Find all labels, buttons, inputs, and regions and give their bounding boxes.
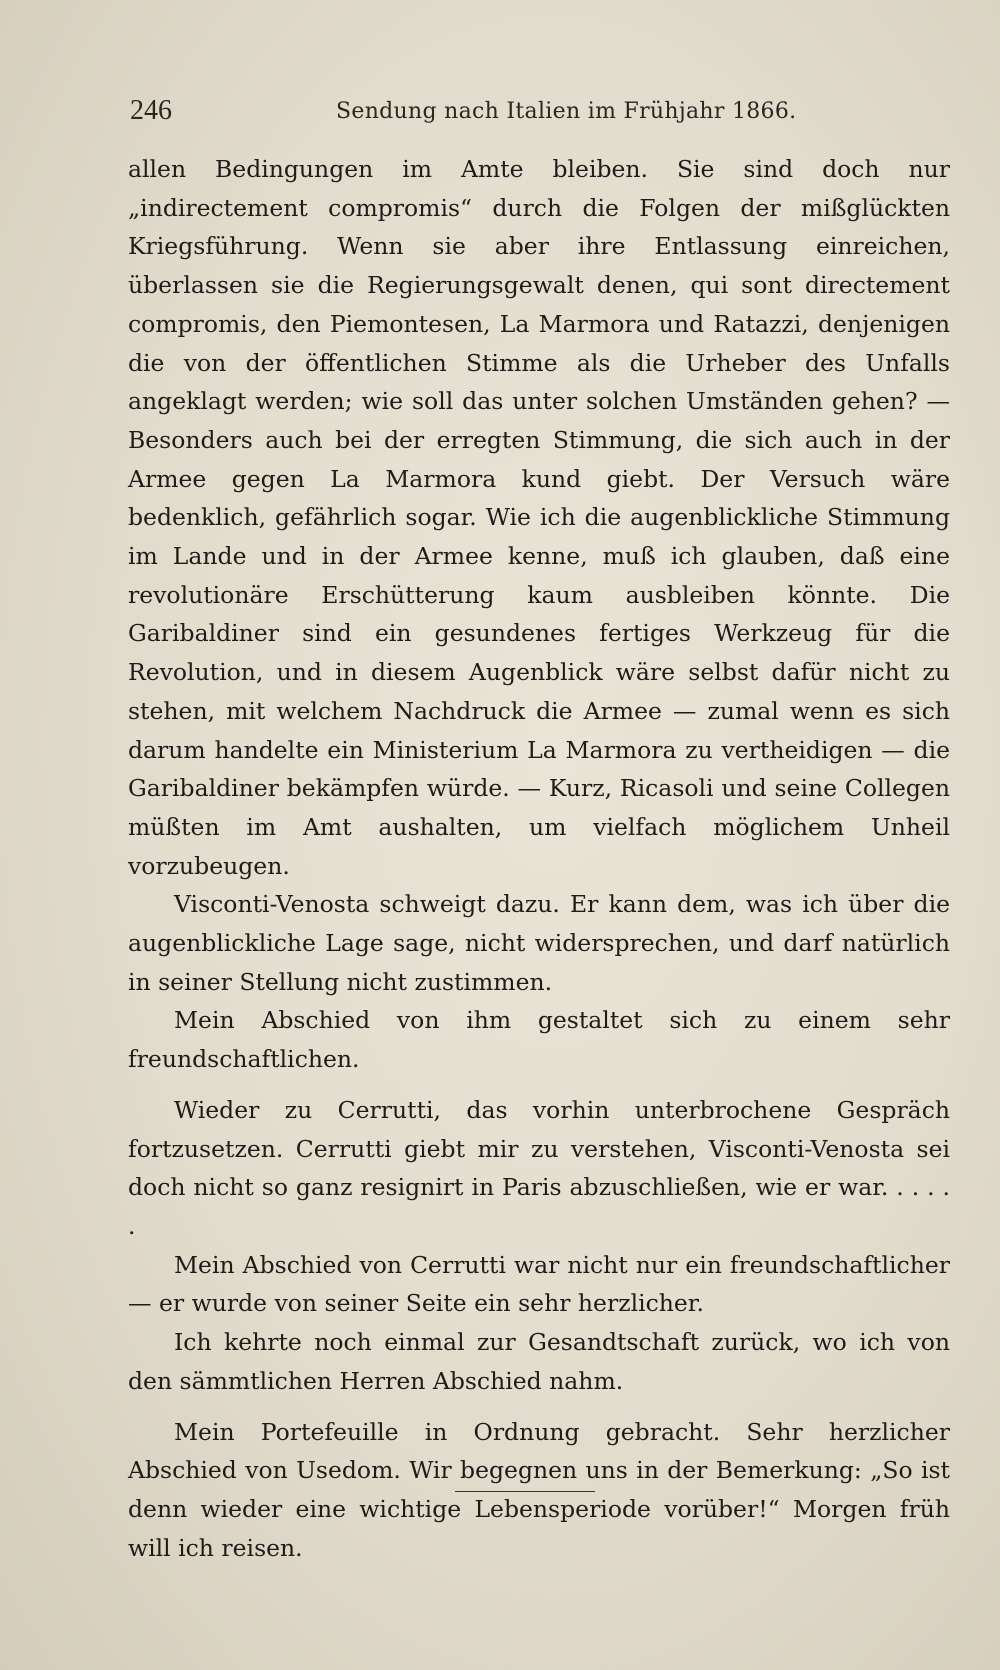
body-text [128, 150, 950, 1567]
paragraph: Ich kehrte noch einmal zur Gesandtschaft zurück, wo ich von den sämmtlichen Herren Abschied nahm. [128, 1328, 950, 1395]
paragraph: Visconti-Venosta schweigt dazu. Er kann dem, was ich über die augenblickliche Lage sage, nicht widersprechen, und darf natürlich in seiner Stellung nicht zustimmen. [128, 890, 950, 996]
section-end-rule [455, 1491, 595, 1492]
page-number: 246 [130, 95, 172, 126]
paragraph: Mein Abschied von ihm gestaltet sich zu einem sehr freundschaftlichen. [128, 1006, 950, 1074]
paragraph: allen Bedingungen im Amte bleiben. Sie sind doch nur „indirectement compromis“ durch die Folgen der mißglückten Kriegsführung. Wenn sie aber ihre Entlassung einreichen, überlassen sie die Regierungsgewalt denen, qui sont directement compromis, den Piemontesen, La Marmora und Ratazzi, denjenigen die von der öffentlichen Stimme als die Urheber des Unfalls angeklagt werden; wie soll das unter solchen Umständen gehen? — Besonders auch bei der erregten Stimmung, die sich auch in der Armee gegen La Marmora kund giebt. Der Versuch wäre bedenklich, gefährlich sogar. Wie ich die augenblickliche Stimmung im Lande und in der Armee kenne, muß ich glauben, daß eine revolutionäre Erschütterung kaum ausbleiben könnte. Die Garibaldiner sind ein gesundenes fertiges Werkzeug für die Revolution, und in diesem Augenblick wäre selbst dafür nicht zu stehen, mit welchem Nachdruck die Armee — zumal wenn es sich darum handelte ein Ministerium La Marmora zu vertheidigen — die Garibaldiner bekämpfen würde. — Kurz, Ricasoli und seine Collegen müßten im Amt aushalten, um vielfach möglichem Unheil vorzubeugen. [128, 155, 950, 880]
paragraph: Wieder zu Cerrutti, das vorhin unterbrochene Gespräch fortzusetzen. Cerrutti giebt mir zu verstehen, Visconti-Venosta sei doch nicht so ganz resignirt in Paris abzuschließen, wie er war. . . . . . [128, 1095, 950, 1240]
paragraph: Mein Portefeuille in Ordnung gebracht. Sehr herzlicher Abschied von Usedom. Wir begegnen uns in der Bemerkung: „So ist denn wieder eine wichtige Lebensperiode vorüber!“ Morgen früh will ich reisen. [128, 1417, 950, 1562]
paragraph: Mein Abschied von Cerrutti war nicht nur ein freundschaftlicher — er wurde von seiner Seite ein sehr herzlicher. [128, 1250, 950, 1318]
page-header [130, 95, 950, 135]
running-head: Sendung nach Italien im Frühjahr 1866. [336, 99, 797, 124]
